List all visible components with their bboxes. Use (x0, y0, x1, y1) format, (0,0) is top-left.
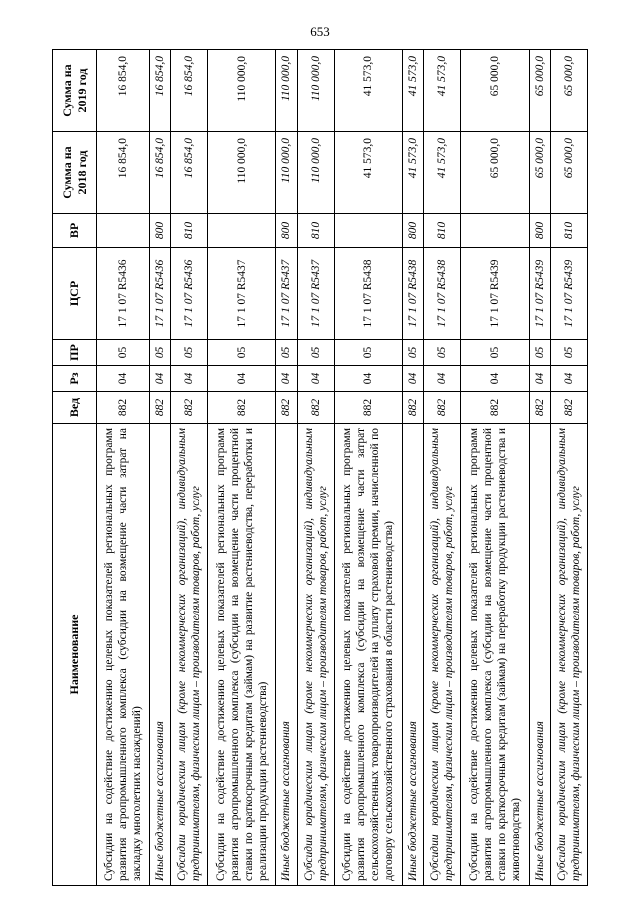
cell-sum-2018: 110 000,0 (276, 132, 297, 214)
cell-name: Иные бюджетные ассигнования (529, 424, 550, 886)
cell-csr: 17 1 07 R5438 (402, 248, 423, 340)
cell-csr: 17 1 07 R5436 (170, 248, 207, 340)
cell-sum-2019: 16 854,0 (170, 50, 207, 132)
cell-pr: 05 (97, 340, 150, 366)
cell-ved: 882 (97, 392, 150, 424)
cell-ved: 882 (276, 392, 297, 424)
cell-pr: 05 (461, 340, 529, 366)
cell-pr: 05 (334, 340, 402, 366)
table-row (334, 50, 402, 886)
cell-csr: 17 1 07 R5437 (276, 248, 297, 340)
cell-rz: 04 (97, 366, 150, 392)
cell-csr: 17 1 07 R5436 (149, 248, 170, 340)
table-row (149, 50, 170, 886)
cell-csr: 17 1 07 R5439 (550, 248, 587, 340)
table-row (550, 50, 587, 886)
budget-table (52, 49, 588, 886)
cell-sum-2018: 16 854,0 (149, 132, 170, 214)
cell-rz: 04 (276, 366, 297, 392)
cell-name: Субсидии юридическим лицам (кроме некоммерческих организаций), индивидуальным предпринимателям, физическим лицам – производителям товаров, работ, услуг (424, 424, 461, 886)
cell-sum-2019: 110 000,0 (297, 50, 334, 132)
cell-pr: 05 (529, 340, 550, 366)
header-csr: ЦСР (53, 248, 97, 340)
cell-rz: 04 (424, 366, 461, 392)
table-row (276, 50, 297, 886)
cell-pr: 05 (170, 340, 207, 366)
cell-name: Субсидии на содействие достижению целевых показателей региональных программ развития агропромышленного комплекса (субсидии на возмещение части затрат сельскохозяйственных товаропроизводителей на уплату страховой премии, начисленной по договору сельскохозяйственного страхования в области растениеводства) (334, 424, 402, 886)
cell-vr: 800 (529, 214, 550, 248)
cell-rz: 04 (529, 366, 550, 392)
cell-sum-2019: 41 573,0 (334, 50, 402, 132)
cell-csr: 17 1 07 R5438 (334, 248, 402, 340)
cell-sum-2019: 65 000,0 (529, 50, 550, 132)
cell-ved: 882 (170, 392, 207, 424)
cell-pr: 05 (276, 340, 297, 366)
cell-sum-2018: 41 573,0 (334, 132, 402, 214)
cell-vr: 800 (149, 214, 170, 248)
cell-vr: 810 (170, 214, 207, 248)
cell-sum-2019: 16 854,0 (97, 50, 150, 132)
cell-sum-2018: 110 000,0 (297, 132, 334, 214)
header-sum-2019: Сумма на 2019 год (53, 50, 97, 132)
cell-sum-2019: 41 573,0 (424, 50, 461, 132)
cell-sum-2018: 16 854,0 (97, 132, 150, 214)
cell-pr: 05 (550, 340, 587, 366)
cell-rz: 04 (149, 366, 170, 392)
cell-vr: 800 (276, 214, 297, 248)
cell-vr (207, 214, 275, 248)
cell-rz: 04 (297, 366, 334, 392)
cell-name: Иные бюджетные ассигнования (402, 424, 423, 886)
cell-name: Субсидии юридическим лицам (кроме некоммерческих организаций), индивидуальным предпринимателям, физическим лицам – производителям товаров, работ, услуг (550, 424, 587, 886)
page-number: 653 (310, 24, 330, 39)
table-row (461, 50, 529, 886)
cell-name: Субсидии юридическим лицам (кроме некоммерческих организаций), индивидуальным предпринимателям, физическим лицам – производителям товаров, работ, услуг (170, 424, 207, 886)
table-body (97, 50, 588, 886)
header-rz: Рз (53, 366, 97, 392)
cell-pr: 05 (402, 340, 423, 366)
cell-name: Иные бюджетные ассигнования (276, 424, 297, 886)
cell-sum-2019: 65 000,0 (461, 50, 529, 132)
header-sum-2018: Сумма на 2018 год (53, 132, 97, 214)
table-row (297, 50, 334, 886)
cell-name: Субсидии юридическим лицам (кроме некоммерческих организаций), индивидуальным предпринимателям, физическим лицам – производителям товаров, работ, услуг (297, 424, 334, 886)
cell-rz: 04 (334, 366, 402, 392)
header-ved: Вед (53, 392, 97, 424)
cell-ved: 882 (424, 392, 461, 424)
cell-ved: 882 (529, 392, 550, 424)
cell-sum-2019: 41 573,0 (402, 50, 423, 132)
table-row (402, 50, 423, 886)
cell-name: Субсидии на содействие достижению целевых показателей региональных программ развития агропромышленного комплекса (субсидии на возмещение части процентной ставки по краткосрочным кредитам (займам) на переработку продукции растениеводства и животноводства) (461, 424, 529, 886)
cell-sum-2019: 16 854,0 (149, 50, 170, 132)
cell-ved: 882 (402, 392, 423, 424)
cell-vr (97, 214, 150, 248)
cell-sum-2018: 65 000,0 (461, 132, 529, 214)
cell-sum-2018: 16 854,0 (170, 132, 207, 214)
cell-sum-2019: 110 000,0 (276, 50, 297, 132)
cell-vr (461, 214, 529, 248)
cell-csr: 17 1 07 R5437 (297, 248, 334, 340)
cell-pr: 05 (149, 340, 170, 366)
table-row (207, 50, 275, 886)
table-header-row (53, 50, 97, 886)
cell-rz: 04 (461, 366, 529, 392)
cell-name: Субсидии на содействие достижению целевых показателей региональных программ развития агропромышленного комплекса (субсидии на возмещение части процентной ставки по краткосрочным кредитам (займам) на развитие растениеводства, переработки и реализации продукции растениеводства) (207, 424, 275, 886)
cell-pr: 05 (207, 340, 275, 366)
cell-ved: 882 (149, 392, 170, 424)
cell-ved: 882 (207, 392, 275, 424)
cell-ved: 882 (334, 392, 402, 424)
cell-rz: 04 (550, 366, 587, 392)
cell-vr: 810 (424, 214, 461, 248)
cell-rz: 04 (402, 366, 423, 392)
cell-rz: 04 (170, 366, 207, 392)
cell-sum-2018: 65 000,0 (550, 132, 587, 214)
cell-csr: 17 1 07 R5438 (424, 248, 461, 340)
budget-table-rotated (52, 50, 588, 886)
cell-ved: 882 (297, 392, 334, 424)
cell-csr: 17 1 07 R5436 (97, 248, 150, 340)
header-name: Наименование (53, 424, 97, 886)
table-row (529, 50, 550, 886)
cell-sum-2018: 110 000,0 (207, 132, 275, 214)
table-row (424, 50, 461, 886)
cell-vr: 810 (297, 214, 334, 248)
cell-vr (334, 214, 402, 248)
cell-ved: 882 (550, 392, 587, 424)
cell-name: Субсидии на содействие достижению целевых показателей региональных программ развития агропромышленного комплекса (субсидии на возмещение части затрат на закладку многолетних насаждений) (97, 424, 150, 886)
cell-csr: 17 1 07 R5439 (461, 248, 529, 340)
cell-sum-2018: 41 573,0 (402, 132, 423, 214)
cell-sum-2018: 41 573,0 (424, 132, 461, 214)
cell-vr: 800 (402, 214, 423, 248)
cell-pr: 05 (424, 340, 461, 366)
table-row (97, 50, 150, 886)
cell-vr: 810 (550, 214, 587, 248)
cell-csr: 17 1 07 R5437 (207, 248, 275, 340)
cell-pr: 05 (297, 340, 334, 366)
table-row (170, 50, 207, 886)
cell-sum-2018: 65 000,0 (529, 132, 550, 214)
cell-name: Иные бюджетные ассигнования (149, 424, 170, 886)
cell-rz: 04 (207, 366, 275, 392)
cell-sum-2019: 65 000,0 (550, 50, 587, 132)
cell-csr: 17 1 07 R5439 (529, 248, 550, 340)
header-pr: ПР (53, 340, 97, 366)
header-vr: ВР (53, 214, 97, 248)
cell-sum-2019: 110 000,0 (207, 50, 275, 132)
cell-ved: 882 (461, 392, 529, 424)
